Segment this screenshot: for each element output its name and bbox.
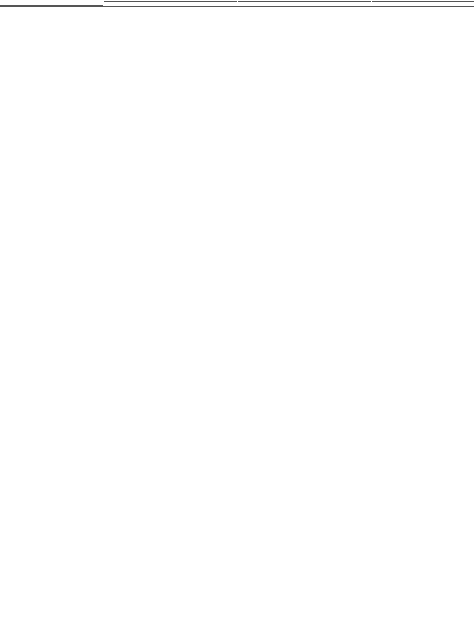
odds-ratio-table bbox=[0, 0, 474, 6]
table-bottom-rule bbox=[0, 6, 474, 7]
header-group-increase bbox=[237, 0, 371, 3]
header-group-improve bbox=[103, 0, 237, 3]
header-group-scholarship bbox=[371, 0, 474, 3]
